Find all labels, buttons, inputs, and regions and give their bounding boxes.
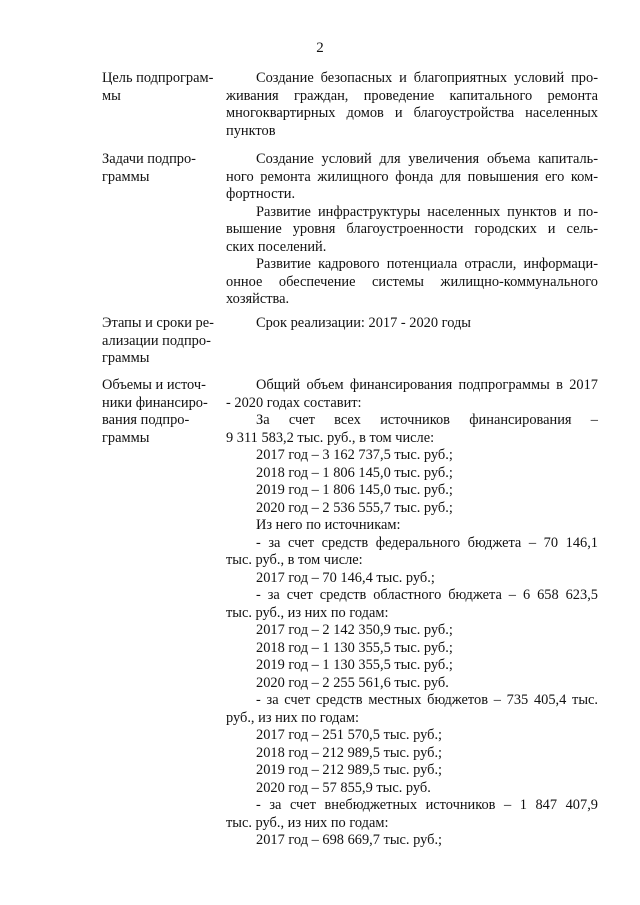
content-line: пунктов bbox=[226, 122, 276, 139]
label-line: Цель подпрограм- bbox=[102, 70, 214, 86]
label-line: Задачи подпро- bbox=[102, 151, 196, 167]
label-line: граммы bbox=[102, 168, 150, 185]
content-line: Общий объем финансирования подпрограммы в 2017 bbox=[256, 377, 598, 393]
content-line: 2020 год – 2 255 561,6 тыс. руб. bbox=[256, 674, 449, 691]
label-line: ники финансиро- bbox=[102, 394, 208, 411]
content-line: Развитие инфраструктуры населенных пунктов и по- bbox=[256, 203, 598, 220]
content-line: - за счет средств областного бюджета – 6 658 623,5 bbox=[256, 587, 598, 603]
row-content-goal bbox=[226, 70, 598, 140]
label-line: граммы bbox=[102, 429, 150, 446]
row-label-tasks bbox=[102, 151, 232, 186]
content-line: 2020 год – 2 536 555,7 тыс. руб.; bbox=[256, 499, 453, 516]
content-line: Из него по источникам: bbox=[256, 517, 401, 533]
content-line: тыс. руб., в том числе: bbox=[226, 552, 363, 568]
content-line: 2019 год – 1 130 355,5 тыс. руб.; bbox=[256, 657, 453, 673]
content-line: 2017 год – 698 669,7 тыс. руб.; bbox=[256, 832, 443, 848]
content-line: хозяйства. bbox=[226, 291, 290, 307]
row-label-stages bbox=[102, 315, 232, 368]
content-line: онное обеспечение системы жилищно-коммунального bbox=[226, 273, 598, 290]
content-line: 2017 год – 3 162 737,5 тыс. руб.; bbox=[256, 447, 453, 463]
row-label-goal bbox=[102, 70, 232, 105]
content-line: 2017 год – 70 146,4 тыс. руб.; bbox=[256, 569, 435, 586]
content-line: тыс. руб., из них по годам: bbox=[226, 814, 389, 831]
content-line: - за счет средств местных бюджетов – 735 405,4 тыс. bbox=[256, 692, 598, 708]
row-label-funding bbox=[102, 377, 232, 447]
row-content-stages bbox=[226, 315, 598, 333]
content-line: 2017 год – 251 570,5 тыс. руб.; bbox=[256, 727, 443, 743]
content-line: многоквартирных домов и благоустройства населенных bbox=[226, 105, 598, 121]
row-content-funding bbox=[226, 377, 598, 850]
content-line: 9 311 583,2 тыс. руб., в том числе: bbox=[226, 429, 435, 446]
content-line: 2020 год – 57 855,9 тыс. руб. bbox=[256, 779, 431, 796]
content-line: 2018 год – 212 989,5 тыс. руб.; bbox=[256, 744, 443, 761]
row-content-tasks bbox=[226, 151, 598, 309]
content-line: - за счет внебюджетных источников – 1 847 407,9 bbox=[256, 797, 598, 813]
content-line: 2019 год – 1 806 145,0 тыс. руб.; bbox=[256, 482, 453, 498]
content-line: руб., из них по годам: bbox=[226, 709, 359, 726]
label-line: ализации подпро- bbox=[102, 332, 211, 349]
label-line: граммы bbox=[102, 350, 150, 366]
content-line: ного ремонта жилищного фонда для повышения его ком- bbox=[226, 168, 598, 185]
label-line: Этапы и сроки ре- bbox=[102, 315, 214, 331]
content-line: Развитие кадрового потенциала отрасли, информаци- bbox=[256, 256, 598, 272]
content-line: - за счет средств федерального бюджета – 70 146,1 bbox=[256, 534, 598, 551]
content-line: Создание безопасных и благоприятных условий про- bbox=[256, 70, 598, 86]
content-line: фортности. bbox=[226, 186, 296, 202]
content-line: Создание условий для увеличения объема капиталь- bbox=[256, 151, 598, 167]
label-line: Объемы и источ- bbox=[102, 377, 206, 393]
label-line: мы bbox=[102, 87, 121, 104]
content-line: тыс. руб., из них по годам: bbox=[226, 604, 389, 621]
content-line: 2018 год – 1 806 145,0 тыс. руб.; bbox=[256, 464, 453, 481]
content-line: живания граждан, проведение капитального ремонта bbox=[226, 87, 598, 104]
content-line: 2017 год – 2 142 350,9 тыс. руб.; bbox=[256, 622, 453, 638]
content-line: 2018 год – 1 130 355,5 тыс. руб.; bbox=[256, 639, 453, 656]
content-line: 2019 год – 212 989,5 тыс. руб.; bbox=[256, 762, 443, 778]
content-line: вышение уровня благоустроенности городских и сель- bbox=[226, 221, 598, 237]
content-line: Срок реализации: 2017 - 2020 годы bbox=[256, 315, 471, 331]
page-number: 2 bbox=[316, 40, 324, 56]
content-line: За счет всех источников финансирования – bbox=[256, 412, 598, 428]
label-line: вания подпро- bbox=[102, 412, 190, 428]
content-line: - 2020 годах составит: bbox=[226, 394, 362, 411]
content-line: ских поселений. bbox=[226, 238, 327, 255]
